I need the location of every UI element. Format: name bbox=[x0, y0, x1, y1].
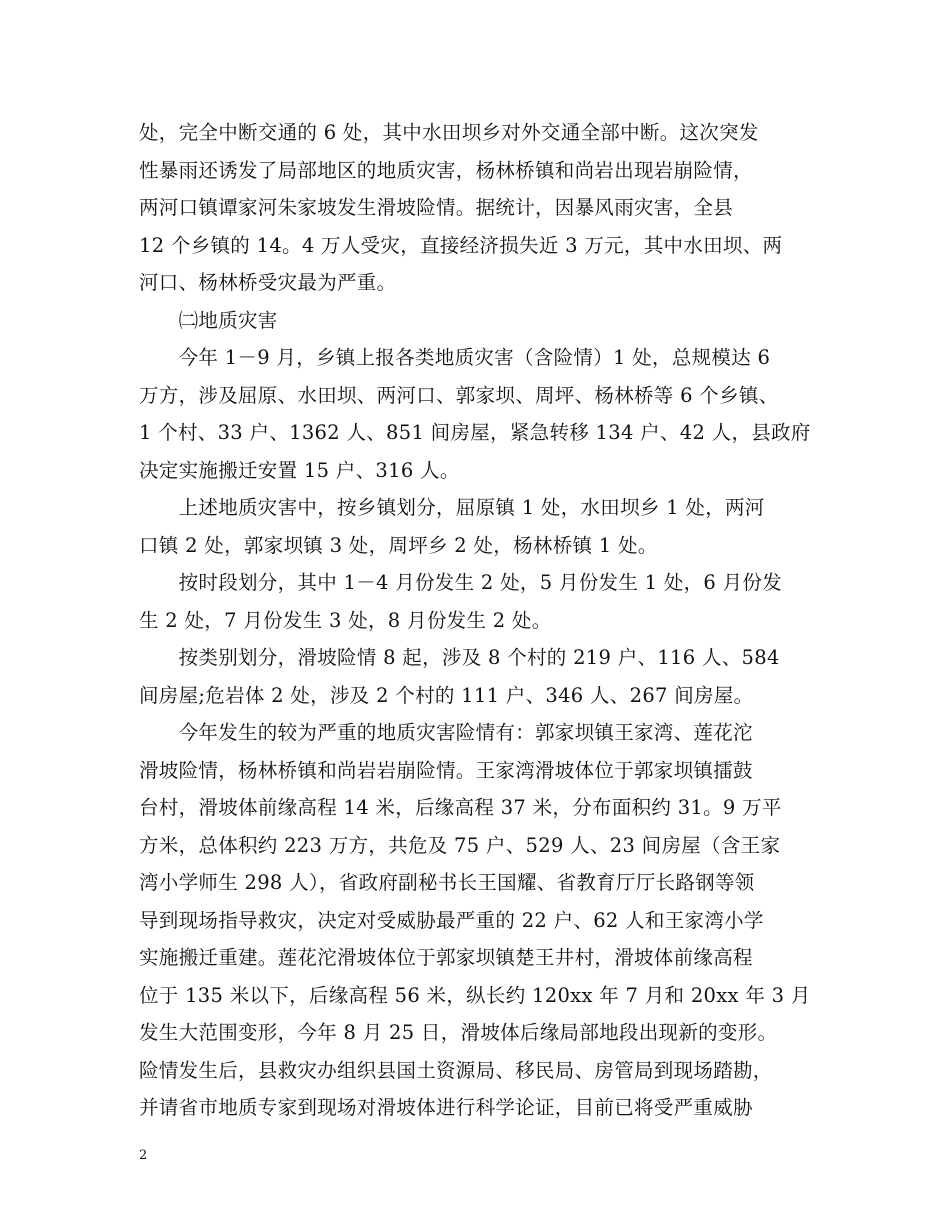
text-line: 台村，滑坡体前缘高程 14 米，后缘高程 37 米，分布面积约 31。9 万平 bbox=[139, 796, 782, 819]
text-line: 按时段划分，其中 1－4 月份发生 2 处，5 月份发生 1 处，6 月份发 bbox=[139, 571, 783, 594]
text-line: 险情发生后，县救灾办组织县国土资源局、移民局、房管局到现场踏勘， bbox=[139, 1058, 773, 1082]
text-line: 实施搬迁重建。莲花沱滑坡体位于郭家坝镇楚王井村，滑坡体前缘高程 bbox=[139, 946, 753, 969]
text-line: 两河口镇谭家河朱家坡发生滑坡险情。据统计，因暴风雨灾害，全县 bbox=[139, 196, 734, 219]
text-line: 发生大范围变形，今年 8 月 25 日，滑坡体后缘局部地段出现新的变形。 bbox=[139, 1021, 778, 1044]
text-line: 口镇 2 处，郭家坝镇 3 处，周坪乡 2 处，杨林桥镇 1 处。 bbox=[139, 533, 658, 557]
text-line: 决定实施搬迁安置 15 户、316 人。 bbox=[139, 458, 460, 482]
text-line: 1 个村、33 户、1362 人、851 间房屋，紧急转移 134 户、42 人，县政府 bbox=[139, 421, 811, 444]
text-line: 间房屋;危岩体 2 处，涉及 2 个村的 111 户、346 人、267 间房屋。 bbox=[139, 683, 754, 707]
text-line: 今年发生的较为严重的地质灾害险情有：郭家坝镇王家湾、莲花沱 bbox=[139, 721, 753, 744]
text-line: 万方，涉及屈原、水田坝、两河口、郭家坝、周坪、杨林桥等 6 个乡镇、 bbox=[139, 383, 779, 407]
text-line: 河口、杨林桥受灾最为严重。 bbox=[139, 271, 397, 294]
text-line: 12 个乡镇的 14。4 万人受灾，直接经济损失近 3 万元，其中水田坝、两 bbox=[139, 233, 783, 257]
text-line: 方米，总体积约 223 万方，共危及 75 户、529 人、23 间房屋（含王家 bbox=[139, 833, 781, 857]
text-line: 处，完全中断交通的 6 处，其中水田坝乡对外交通全部中断。这次突发 bbox=[139, 121, 759, 144]
text-line: 湾小学师生 298 人），省政府副秘书长王国耀、省教育厅厅长路钢等领 bbox=[139, 871, 755, 894]
section-heading: ㈡地质灾害 bbox=[139, 308, 278, 332]
text-line: 位于 135 米以下，后缘高程 56 米，纵长约 120xx 年 7 月和 20xx 年 3 月 bbox=[139, 983, 811, 1007]
text-line: 按类别划分，滑坡险情 8 起，涉及 8 个村的 219 户、116 人、584 bbox=[139, 646, 780, 669]
text-line: 生 2 处，7 月份发生 3 处，8 月份发生 2 处。 bbox=[139, 608, 552, 632]
text-line: 并请省市地质专家到现场对滑坡体进行科学论证，目前已将受严重威胁 bbox=[139, 1096, 753, 1119]
text-line: 上述地质灾害中，按乡镇划分，屈原镇 1 处，水田坝乡 1 处，两河 bbox=[139, 496, 765, 519]
page-number: 2 bbox=[139, 1148, 148, 1163]
text-line: 滑坡险情，杨林桥镇和尚岩岩崩险情。王家湾滑坡体位于郭家坝镇擂鼓 bbox=[139, 758, 753, 782]
text-line: 今年 1－9 月，乡镇上报各类地质灾害（含险情）1 处，总规模达 6 bbox=[139, 346, 771, 369]
text-line: 导到现场指导救灾，决定对受威胁最严重的 22 户、62 人和王家湾小学 bbox=[139, 908, 764, 932]
body-text bbox=[139, 114, 819, 1127]
text-line: 性暴雨还诱发了局部地区的地质灾害，杨林桥镇和尚岩出现岩崩险情， bbox=[139, 158, 753, 182]
